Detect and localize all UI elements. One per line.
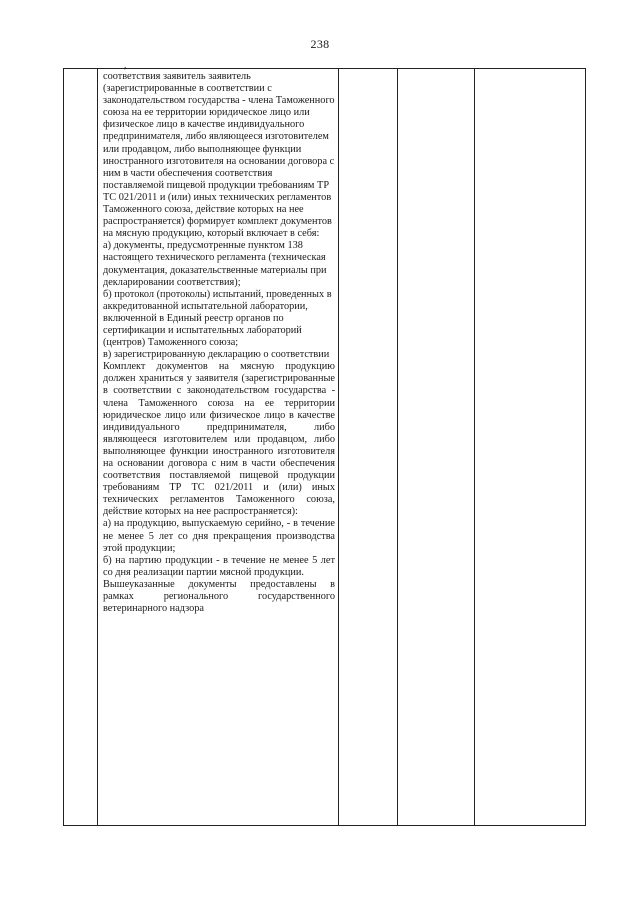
requirements-text (98, 69, 338, 615)
table-cell-number (64, 69, 98, 826)
paragraph: соответствия заявитель заявитель (зарегистрированные в соответствии с законодательством государства - члена Таможенного союза на ее территории юридическое лицо или физическое лицо в качестве индивидуального предпринимателя, либо являющееся изготовителем или продавцом, либо выполняющее функции иностранного изготовителя на основании договора с ним в части обеспечения соответствия поставляемой пищевой продукции требованиям ТР ТС 021/2011 и (или) иных технических регламентов Таможенного союза, действие которых на нее распространяется) формирует комплект документов на мясную продукцию, который включает в себя: (103, 71, 335, 240)
paragraph: а) документы, предусмотренные пунктом 138 настоящего технического регламента (техническая документация, доказательственные материалы при декларировании соответствия); (103, 240, 327, 288)
table-cell-empty (398, 69, 475, 826)
scan-mark: , (124, 60, 127, 71)
paragraph: Комплект документов на мясную продукцию должен храниться у заявителя (зарегистрированные в соответствии с законодательством государства - члена Таможенного союза на ее территории юридическое лицо или физическое лицо в качестве индивидуального предпринимателя, либо являющееся изготовителем или продавцом, либо выполняющее функции иностранного изготовителя на основании договора с ним в части обеспечения соответствия поставляемой пищевой продукции требованиям ТР ТС 021/2011 и (или) иных технических регламентов Таможенного союза, действие которых на нее распространяется): (103, 361, 335, 518)
paragraph: б) на партию продукции - в течение не менее 5 лет со дня реализации партии мясной продукции. (103, 554, 335, 578)
page-number: 238 (310, 37, 330, 51)
table-cell-empty (339, 69, 398, 826)
table-cell-empty (475, 69, 586, 826)
paragraph: в) зарегистрированную декларацию о соответствии (103, 349, 330, 361)
paragraph: а) на продукцию, выпускаемую серийно, - в течение не менее 5 лет со дня прекращения производства этой продукции; (103, 518, 335, 554)
table-row (64, 69, 586, 826)
paragraph: Вышеуказанные документы предоставлены в рамках регионального государственного ветеринарного надзора (103, 578, 335, 615)
table-cell-requirements (98, 69, 339, 826)
paragraph: б) протокол (протоколы) испытаний, проведенных в аккредитованной испытательной лаборатории, включенной в Единый реестр органов по сертификации и испытательных лабораторий (центров) Таможенного союза; (103, 288, 332, 349)
document-table (63, 68, 585, 826)
